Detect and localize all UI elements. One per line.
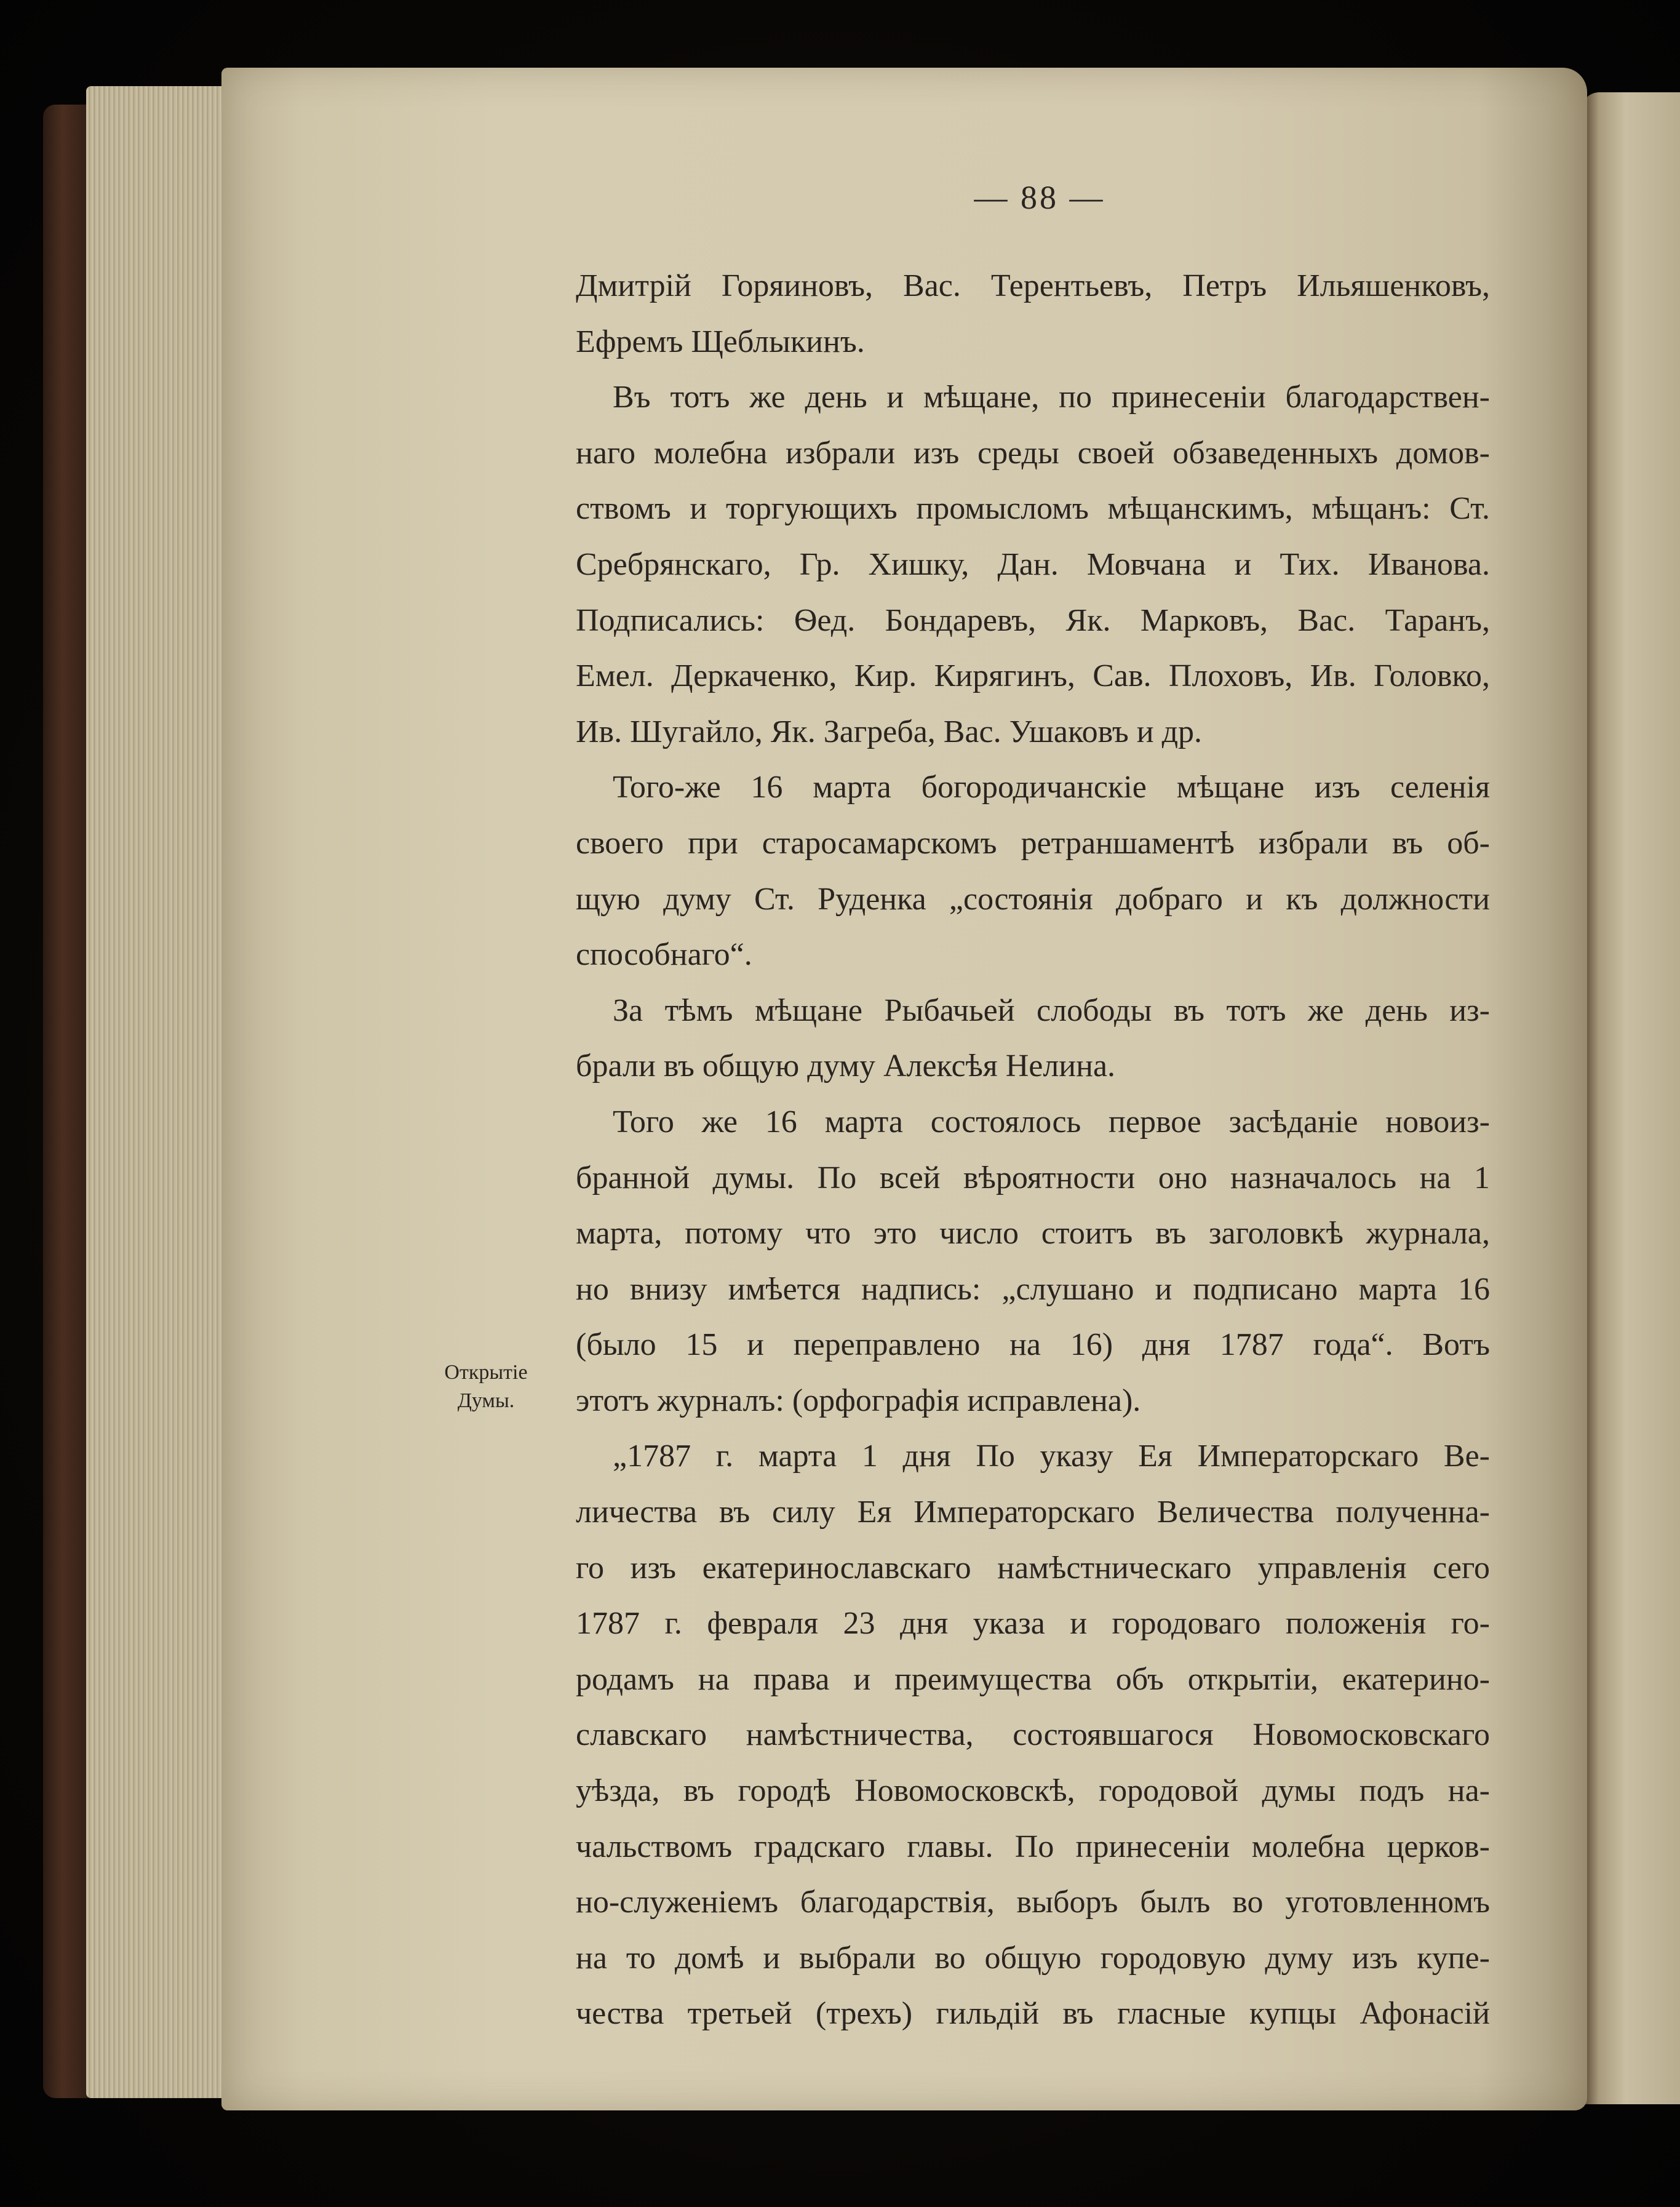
- text-line: родамъ на права и преимущества объ открытіи, екатерино-: [576, 1661, 1490, 1697]
- page-number: — 88 —: [974, 179, 1105, 216]
- text-line: Того-же 16 марта богородичанскіе мѣщане изъ селенія: [613, 770, 1490, 805]
- text-line: Ефремъ Щеблыкинъ.: [576, 324, 865, 359]
- text-line: бранной думы. По всей вѣроятности оно назначалось на 1: [576, 1160, 1490, 1195]
- body-text: [576, 258, 1490, 2042]
- text-line: щую думу Ст. Руденка „состоянія добраго и къ должности: [576, 881, 1490, 917]
- margin-note-line: Открытіе: [444, 1361, 528, 1384]
- text-line: уѣзда, въ городѣ Новомосковскѣ, городовой думы подъ на-: [576, 1773, 1490, 1809]
- text-line: ствомъ и торгующихъ промысломъ мѣщанскимъ, мѣщанъ: Ст.: [576, 491, 1490, 527]
- text-line: (было 15 и переправлено на 16) дня 1787 года“. Вотъ: [576, 1327, 1490, 1363]
- text-line: марта, потому что это число стоитъ въ заголовкѣ журнала,: [576, 1216, 1490, 1251]
- text-line: способнаго“.: [576, 937, 752, 973]
- text-line: Подписались: Ѳед. Бондаревъ, Як. Марковъ, Вас. Таранъ,: [576, 602, 1490, 638]
- text-line: Сребрянскаго, Гр. Хишку, Дан. Мовчана и Тих. Иванова.: [576, 546, 1490, 582]
- text-line: За тѣмъ мѣщане Рыбачьей слободы въ тотъ же день из-: [613, 992, 1490, 1028]
- text-line: 1787 г. февраля 23 дня указа и городоваго положенія го-: [576, 1606, 1490, 1642]
- text-line: чества третьей (трехъ) гильдій въ гласные купцы Афонасій: [576, 1996, 1490, 2032]
- text-line: Ив. Шугайло, Як. Загреба, Вас. Ушаковъ и др.: [576, 714, 1203, 749]
- text-line: Въ тотъ же день и мѣщане, по принесеніи благодарствен-: [613, 380, 1490, 415]
- text-line: но внизу имѣется надпись: „слушано и подписано марта 16: [576, 1271, 1490, 1307]
- text-line: на то домѣ и выбрали во общую городовую думу изъ купе-: [576, 1940, 1490, 1976]
- text-line: наго молебна избрали изъ среды своей обзаведенныхъ домов-: [576, 435, 1490, 471]
- text-line: Емел. Деркаченко, Кир. Кирягинъ, Сав. Плоховъ, Ив. Головко,: [576, 658, 1490, 694]
- text-line: славскаго намѣстничества, состоявшагося Новомосковскаго: [576, 1717, 1490, 1753]
- margin-note-line: Думы.: [457, 1389, 515, 1412]
- text-line: брали въ общую думу Алексѣя Нелина.: [576, 1048, 1116, 1084]
- text-line: го изъ екатеринославскаго намѣстническаго управленія сего: [576, 1550, 1490, 1586]
- book-cover-edge: [43, 105, 92, 2098]
- text-line: „1787 г. марта 1 дня По указу Ея Императорскаго Ве-: [613, 1439, 1490, 1474]
- text-line: Того же 16 марта состоялось первое засѣданіе новоиз-: [613, 1104, 1490, 1139]
- text-line: но-служеніемъ благодарствія, выборъ былъ во уготовленномъ: [576, 1885, 1490, 1920]
- text-line: Дмитрій Горяиновъ, Вас. Терентьевъ, Петръ Ильяшенковъ,: [576, 268, 1490, 303]
- text-line: личества въ силу Ея Императорскаго Величества полученна-: [576, 1495, 1490, 1530]
- margin-note: [431, 1359, 541, 1415]
- text-line: этотъ журналъ: (орфографія исправлена).: [576, 1383, 1141, 1418]
- text-line: своего при старосамарскомъ ретраншаментѣ избрали въ об-: [576, 825, 1490, 861]
- next-page-edge: [1581, 92, 1680, 2104]
- text-line: чальствомъ градскаго главы. По принесеніи молебна церков-: [576, 1829, 1490, 1864]
